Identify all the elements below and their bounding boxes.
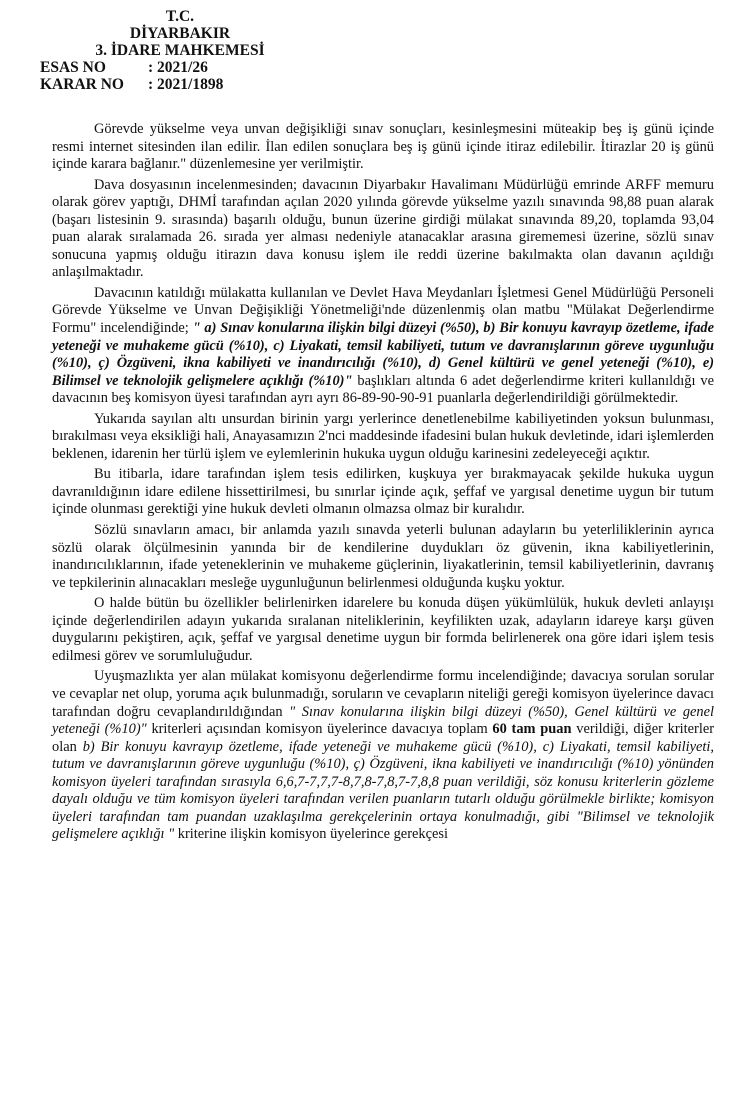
paragraph-6: Sözlü sınavların amacı, bir anlamda yazılı sınavda yeterli bulunan adayların bu yeterliliklerinin ayrıca sözlü olarak ölçülmesinin yanında bir de kendilerine duydukları öz güvenin, ikna kabiliyetlerinin, inandırıcılıklarının, ifade yeteneklerinin ve muhakeme güçlerinin, liyakatlerinin, temsil kabiliyetlerinin, davranış ve tepkilerinin alınacakları mesleğe uygunluğunun belirlenmesi olduğunda kuşku yoktur. [52, 522, 714, 591]
paragraph-8-text-e: verildiği, diğer kriterler olan [52, 721, 715, 755]
paragraph-3-text-a: Davacının katıldığı mülakatta kullanılan ve Devlet Hava Meydanları İşletmesi Genel Müdürlüğü Personeli Görevde Yükselme ve Unvan Değişikliği Yönetmeliği'nde düzenlenmiş olan matbu "Mülakat Değerlendirme Formu" incelendiğinde; [52, 284, 714, 337]
karar-row [40, 76, 320, 93]
paragraph-8-text-g: kriterine ilişkin komisyon üyelerince gerekçesi [174, 826, 448, 843]
header-tc: T.C. [165, 8, 195, 25]
paragraph-8-criteria: " Sınav konularına ilişkin bilgi düzeyi (%50), Genel kültürü ve genel yeteneği (%10)" [52, 703, 714, 738]
paragraph-5: Bu itibarla, idare tarafından işlem tesis edilirken, kuşkuya yer bırakmayacak şekilde hukuka uygun davranıldığının idare edilene hissettirilmesi, bu sınırlar içinde açık, şeffaf ve yargısal denetime uygun bir tutum içinde olunması gerektiği yine hukuk devleti olmanın olmazsa olmaz bir kuralıdır. [52, 466, 714, 518]
paragraph-7: O halde bütün bu özellikler belirlenirken idarelere bu konuda düşen yükümlülük, hukuk devleti anlayışı içinde değerlendirilen adayın yukarıda sıralanan niteliklerinin, keyfilikten uzak, adayların idareye karşı güven duygularını pekiştiren, açık, şeffaf ve yargısal denetime uygun bir formda belirlenerek ona göre idari işlem tesis edilmesi görev ve sorumluluğudur. [52, 595, 714, 664]
paragraph-1: Görevde yükselme veya unvan değişikliği sınav sonuçları, kesinleşmesini müteakip beş iş günü içinde resmi internet sitesinden ilan edilir. İlan edilen sonuçlara beş iş günü içinde itiraz edilebilir. İtirazlar 20 iş günü içinde karara bağlanır." düzenlemesine yer verilmiştir. [52, 121, 714, 173]
esas-label: ESAS NO [40, 59, 106, 76]
karar-label: KARAR NO [40, 76, 124, 93]
paragraph-3-criteria-list: " a) Sınav konularına ilişkin bilgi düzeyi (%50), b) Bir konuyu kavrayıp özetleme, ifade yeteneği ve muhakeme gücü (%10), c) Liyakati, temsil kabiliyeti, tutum ve davranışlarının göreve uygunluğu (%10), ç) Özgüveni, ikna kabiliyeti ve inandırıcılığı (%10), d) Genel kültürü ve genel yeteneği (%10), e) Bilimsel ve teknolojik gelişmelere açıklığı (%10)" [52, 320, 714, 389]
document-body [52, 119, 714, 847]
karar-value: : 2021/1898 [148, 76, 224, 93]
court-header [40, 8, 320, 93]
paragraph-8-text-a: Uyuşmazlıkta yer alan mülakat komisyonu değerlendirme formu incelendiğinde; davacıya sorulan sorular ve cevaplar net olup, yoruma açık bulunmadığı, soruların ve cevapların niteliği gereği komisyon üyelerince davacı tarafından doğru cevaplandırıldığından [52, 668, 714, 720]
paragraph-3-text-c: başlıkları altında 6 adet değerlendirme kriteri kullanıldığı ve davacının beş komisyon üyesi tarafından ayrı ayrı 86-89-90-90-91 puanlarla değerlendirildiği görülmektedir. [52, 372, 714, 407]
paragraph-8-text-c: kriterleri açısından komisyon üyelerince davacıya toplam [146, 721, 493, 738]
esas-row [40, 59, 320, 76]
esas-value: : 2021/26 [148, 59, 208, 76]
paragraph-3 [52, 285, 714, 408]
paragraph-2: Dava dosyasının incelenmesinden; davacının Diyarbakır Havalimanı Müdürlüğü emrinde ARFF memuru olarak görev yaptığı, DHMİ tarafından açılan 2020 yılında görevde yükselme yazılı sınavında 98,88 puan alarak (başarı listesinin 9. sırasında) başarılı olduğu, bunun üzerine girdiği mülakat sınavında 89,20, toplamda 93,04 puan alarak sıralamada 26. sırada yer alması nedeniyle atanacaklar arasına girememesi üzerine, sözlü sınav sonucuna yapmış olduğu itirazın dava konusu işlem ile reddi üzerine bakılmakta olan davanın açıldığı anlaşılmaktadır. [52, 176, 714, 281]
header-city: DİYARBAKIR [129, 25, 231, 42]
paragraph-4: Yukarıda sayılan altı unsurdan birinin yargı yerlerince denetlenebilme kabiliyetinden yoksun bulunması, bırakılması veya eksikliği hali, Anayasamızın 2'nci maddesinde ifadesini bulan hukuk devletinde, idari işlemlerden beklenen, idarenin her türlü işlem ve eylemlerinin hukuka uygun olduğu karinesini zedeleyeceği açıktır. [52, 410, 714, 462]
header-court: 3. İDARE MAHKEMESİ [95, 42, 265, 59]
paragraph-8-other-criteria: b) Bir konuyu kavrayıp özetleme, ifade yeteneği ve muhakeme gücü (%10), c) Liyakati, temsil kabiliyeti, tutum ve davranışlarının göreve uygunluğu (%10), ç) Özgüveni, ikna kabiliyeti ve inandırıcılığı (%10) yönünden komisyon üyeleri tarafından sırasıyla 6,6,7-7,7,7-8,7,8-7,8,7-7,8,8 puan verildiği, söz konusu kriterlerin gözleme dayalı olduğu ve tüm komisyon üyeleri tarafından verilen puanların tutarlı olduğu görülmekle birlikte; komisyon üyeleri tarafından tam puandan uzaklaşılma gerekçelerinin ortaya konulmadığı, gibi "Bilimsel ve teknolojik gelişmelere açıklığı " [52, 738, 714, 843]
paragraph-8-full-score: 60 tam puan [492, 721, 572, 738]
paragraph-8 [52, 668, 714, 843]
